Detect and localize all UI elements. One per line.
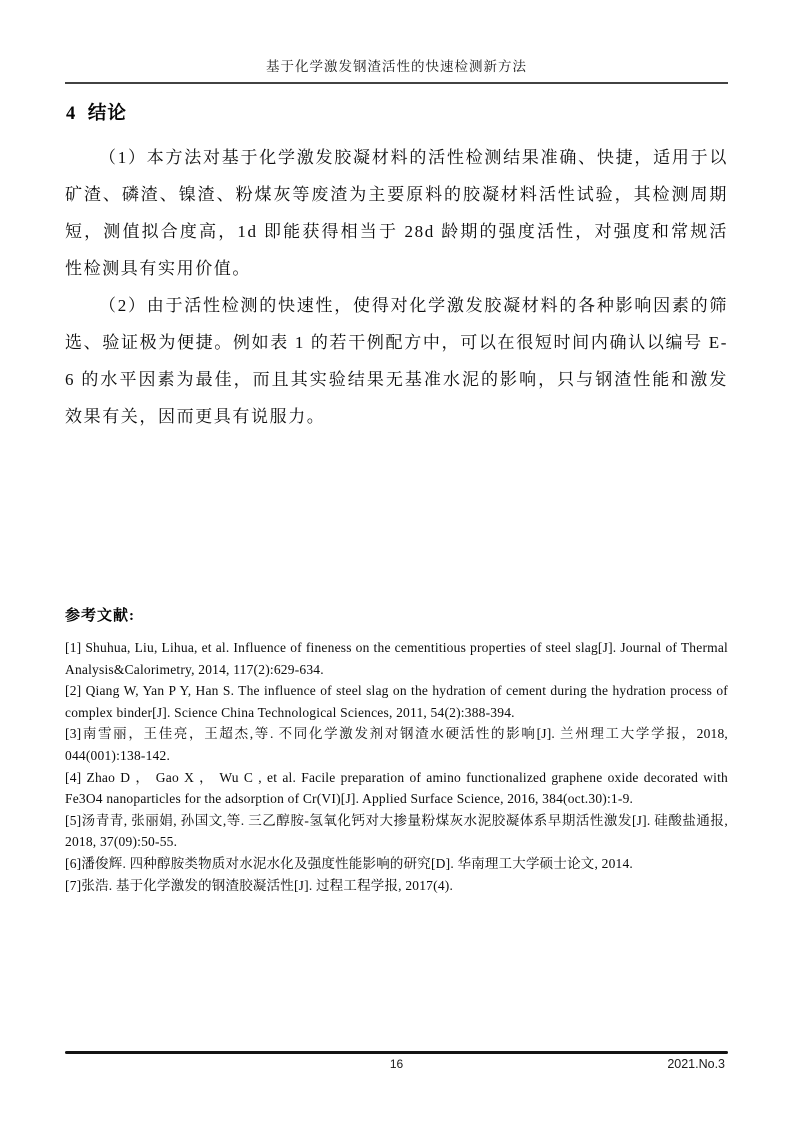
reference-item: [3]南雪丽，王佳亮，王超杰,等. 不同化学激发剂对钢渣水硬活性的影响[J]. 兰州理工大学学报，2018, 044(001):138-142. [65,726,728,763]
issue-label: 2021.No.3 [667,1057,725,1071]
references-section [65,604,728,896]
reference-item: [1] Shuhua, Liu, Lihua, et al. Influence of fineness on the cementitious properties of steel slag[J]. Journal of Thermal Analysis&Calorimetry, 2014, 117(2):629-634. [65,640,728,677]
footer-rule [65,1051,728,1054]
page-number: 16 [389,1057,404,1071]
running-title: 基于化学激发钢渣活性的快速检测新方法 [65,58,728,84]
section-heading: 4 结论 [66,104,127,124]
references-heading: 参考文献: [65,608,135,624]
paragraph: （2）由于活性检测的快速性，使得对化学激发胶凝材料的各种影响因素的筛选、验证极为便捷。例如表 1 的若干例配方中，可以在很短时间内确认以编号 E-6 的水平因素为最佳，而且其实验结果无基准水泥的影响，只与钢渣性能和激发效果有关，因而更具有说服力。 [65,296,728,426]
reference-item: [7]张浩. 基于化学激发的钢渣胶凝活性[J]. 过程工程学报, 2017(4). [65,877,454,893]
reference-item: [2] Qiang W, Yan P Y, Han S. The influence of steel slag on the hydration of cement during the hydration process of complex binder[J]. Science China Technological Sciences, 2011, 54(2):388-394. [65,683,728,720]
conclusion-body [65,139,728,435]
paragraph: （1）本方法对基于化学激发胶凝材料的活性检测结果准确、快捷，适用于以矿渣、磷渣、镍渣、粉煤灰等废渣为主要原料的胶凝材料活性试验，其检测周期短，测值拟合度高，1d 即能获得相当于 28d 龄期的强度活性，对强度和常规活性检测具有实用价值。 [65,148,728,278]
reference-item: [6]潘俊辉. 四种醇胺类物质对水泥水化及强度性能影响的研究[D]. 华南理工大学硕士论文, 2014. [65,855,634,871]
reference-item: [4] Zhao D ， Gao X ， Wu C , et al. Facile preparation of amino functionalized graphene oxide decorated with Fe3O4 nanoparticles for the adsorption of Cr(VI)[J]. Applied Surface Science, 2016, 384(oct.30):1-9. [65,769,728,807]
reference-item: [5]汤青青, 张丽娟, 孙国文,等. 三乙醇胺-氢氧化钙对大掺量粉煤灰水泥胶凝体系早期活性激发[J]. 硅酸盐通报, 2018, 37(09):50-55. [65,812,728,850]
